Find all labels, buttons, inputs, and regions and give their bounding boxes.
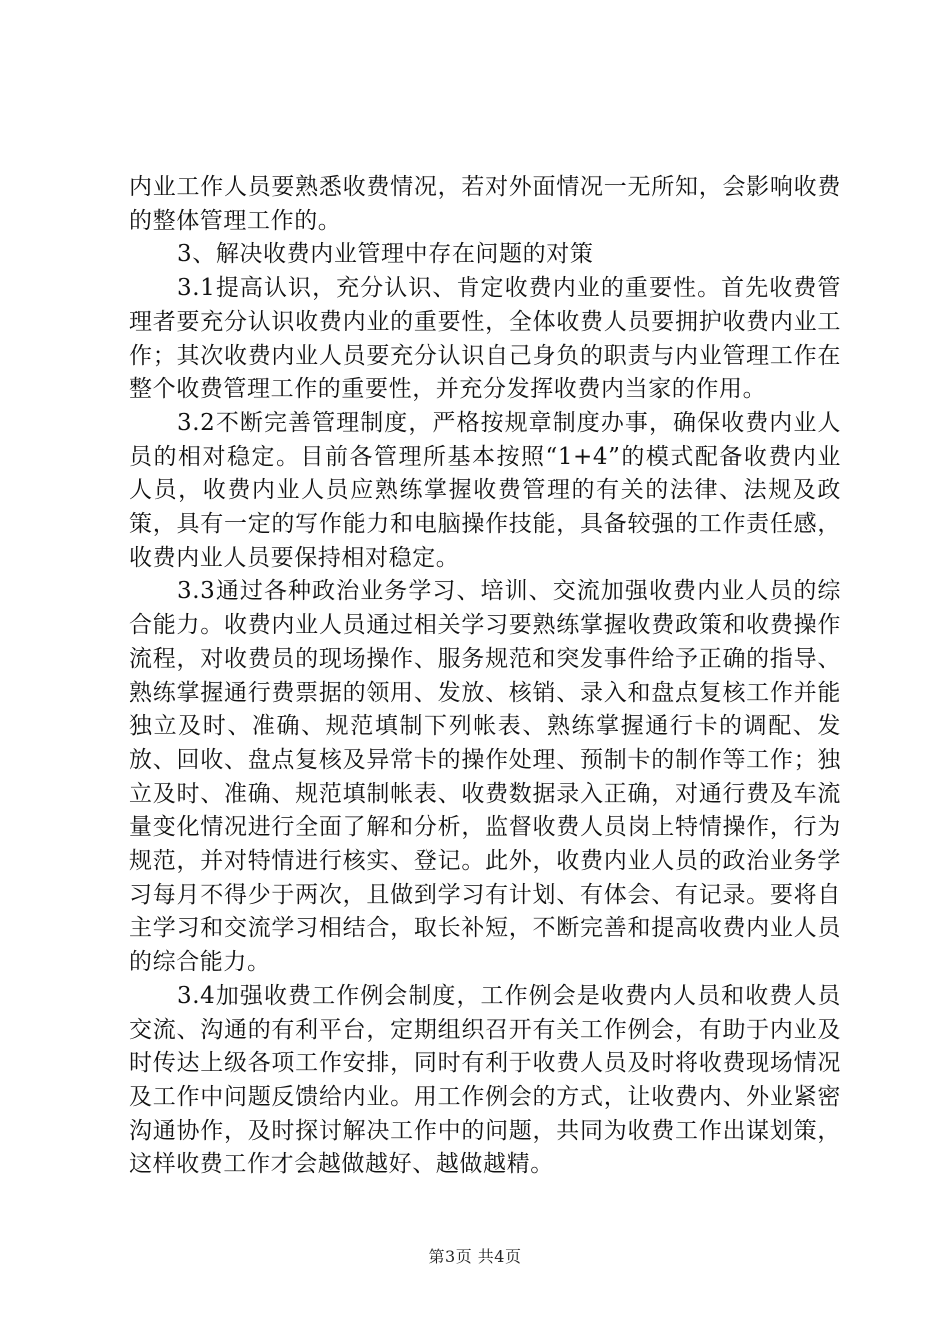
paragraph-continued: 内业工作人员要熟悉收费情况，若对外面情况一无所知，会影响收费的整体管理工作的。 [129,174,841,234]
document-body [129,171,841,1182]
paragraph-3-1: 3.1提高认识，充分认识、肯定收费内业的重要性。首先收费管理者要充分认识收费内业的重要性，全体收费人员要拥护收费内业工作；其次收费内业人员要充分认识自己身负的职责与内业管理工作在整个收费管理工作的重要性，并充分发挥收费内当家的作用。 [129,275,841,403]
section-heading: 3、解决收费内业管理中存在问题的对策 [177,241,594,268]
paragraph-3-4: 3.4加强收费工作例会制度，工作例会是收费内人员和收费人员交流、沟通的有利平台，定期组织召开有关工作例会，有助于内业及时传达上级各项工作安排，同时有利于收费人员及时将收费现场情况及工作中问题反馈给内业。用工作例会的方式，让收费内、外业紧密沟通协作，及时探讨解决工作中的问题，共同为收费工作出谋划策，这样收费工作才会越做越好、越做越精。 [129,982,841,1178]
paragraph-3-2: 3.2不断完善管理制度，严格按规章制度办事，确保收费内业人员的相对稳定。目前各管理所基本按照“1+4”的模式配备收费内业人员，收费内业人员应熟练掌握收费管理的有关的法律、法规及政策，具有一定的写作能力和电脑操作技能，具备较强的工作责任感，收费内业人员要保持相对稳定。 [129,409,841,571]
page-number: 第3页 共4页 [428,1247,522,1266]
page-footer [0,1244,950,1267]
paragraph-3-3: 3.3通过各种政治业务学习、培训、交流加强收费内业人员的综合能力。收费内业人员通过相关学习要熟练掌握收费政策和收费操作流程，对收费员的现场操作、服务规范和突发事件给予正确的指导、熟练掌握通行费票据的领用、发放、核销、录入和盘点复核工作并能独立及时、准确、规范填制下列帐表、熟练掌握通行卡的调配、发放、回收、盘点复核及异常卡的操作处理、预制卡的制作等工作；独立及时、准确、规范填制帐表、收费数据录入正确，对通行费及车流量变化情况进行全面了解和分析，监督收费人员岗上特情操作，行为规范，并对特情进行核实、登记。此外，收费内业人员的政治业务学习每月不得少于两次，且做到学习有计划、有体会、有记录。要将自主学习和交流学习相结合，取长补短，不断完善和提高收费内业人员的综合能力。 [129,578,841,976]
